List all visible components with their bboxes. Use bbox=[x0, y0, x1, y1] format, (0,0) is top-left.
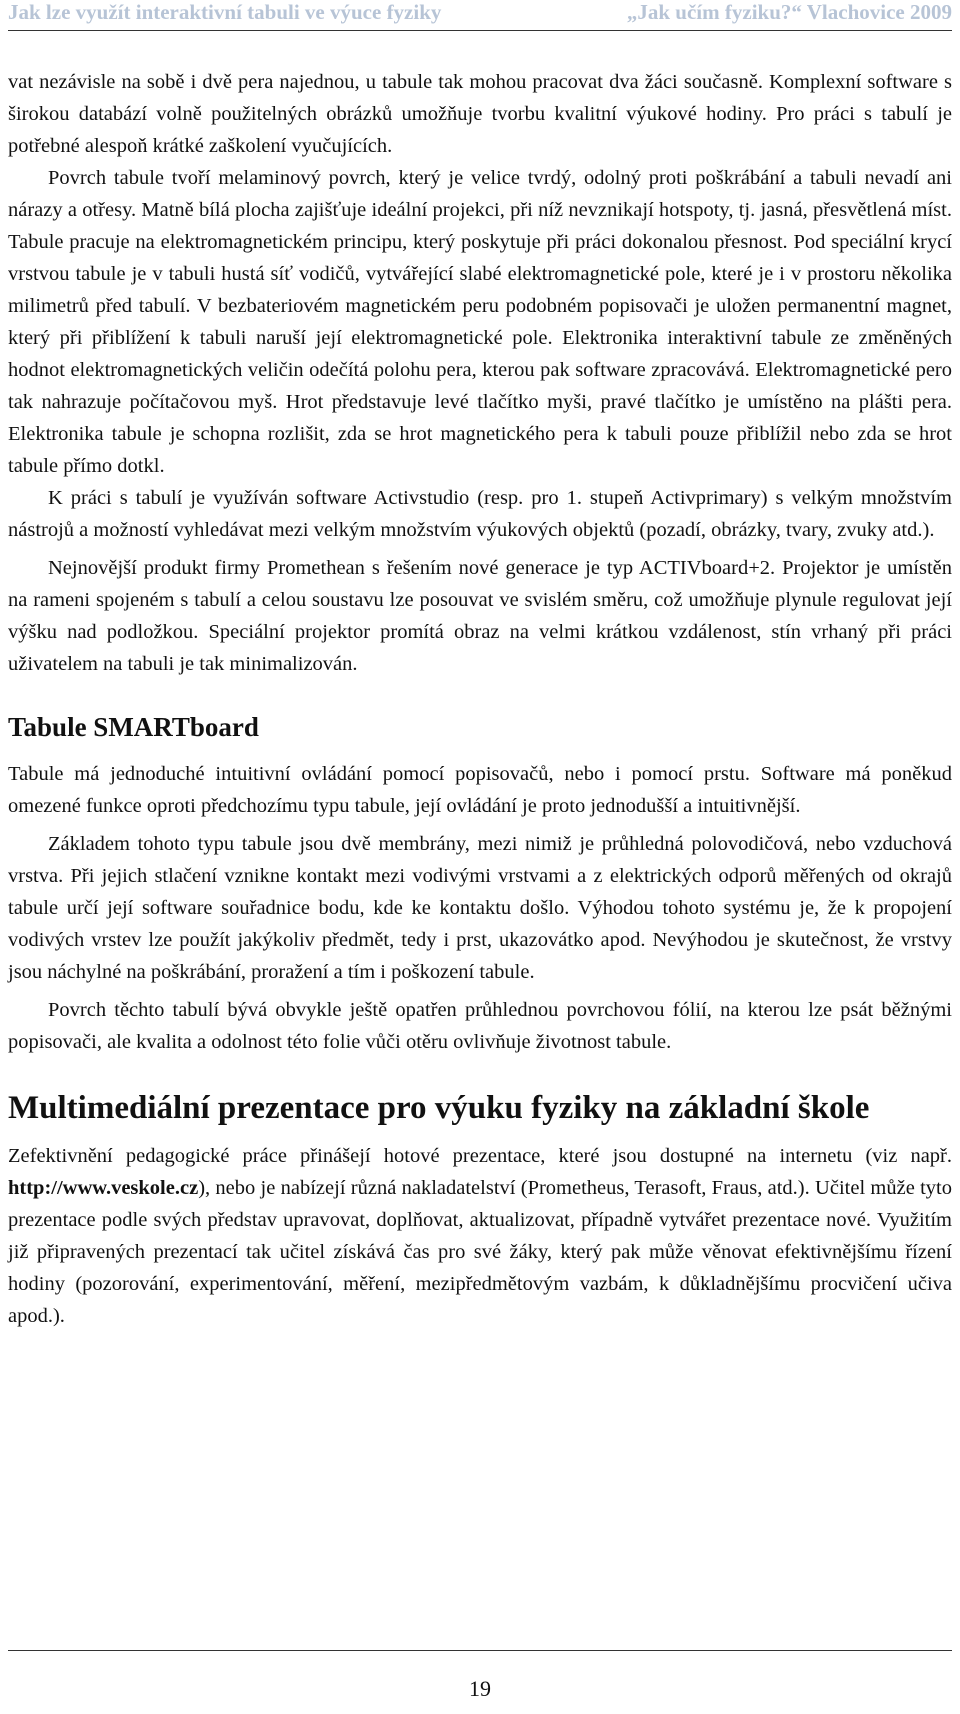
header-left-title: Jak lze využít interaktivní tabuli ve výuce fyziky bbox=[8, 0, 442, 24]
paragraph-smartboard-surface: Povrch těchto tabulí bývá obvykle ještě opatřen průhlednou povrchovou fólií, na kterou lze psát běžnými popisovači, ale kvalita a odolnost této folie vůči otěru ovlivňuje životnost tabule. bbox=[8, 999, 952, 1053]
header-right-title: „Jak učím fyziku?“ Vlachovice 2009 bbox=[626, 0, 952, 24]
paragraph-smartboard-membranes: Základem tohoto typu tabule jsou dvě membrány, mezi nimiž je průhledná polovodičová, nebo vzduchová vrstva. Při jejich stlačení vznikne kontakt mezi vodivými vrstvami a z elektrických odporů měřených od okrajů tabule určí její software souřadnice bodu, kde ke kontaktu došlo. Výhodou tohoto systému je, že k propojení vodivých vrstev lze použít jakýkoliv předmět, tedy i prst, ukazovátko apod. Nevýhodou je skutečnost, že vrstvy jsou náchylné na poškrábání, proražení a tím i poškození tabule. bbox=[8, 833, 952, 983]
header-divider bbox=[8, 30, 952, 31]
page-number: 19 bbox=[469, 1676, 491, 1701]
section-heading-multimedia: Multimediální prezentace pro výuku fyziky na základní škole bbox=[8, 1090, 870, 1126]
paragraph-presentations-text-start: Zefektivnění pedagogické práce přinášejí hotové prezentace, které jsou dostupné na internetu (viz např. bbox=[8, 1145, 952, 1167]
section-heading-smartboard: Tabule SMARTboard bbox=[8, 712, 259, 742]
paragraph-activboard: Nejnovější produkt firmy Promethean s řešením nové generace je typ ACTIVboard+2. Projektor je umístěn na rameni spojeném s tabulí a celou soustavu lze posouvat ve svislém směru, což umožňuje plynule regulovat její výšku nad podložkou. Speciální projektor promítá obraz na velmi krátkou vzdálenost, stín vrhaný při práci uživatelem na tabuli je tak minimalizován. bbox=[8, 557, 952, 675]
veskole-link[interactable]: http://www.veskole.cz bbox=[8, 1177, 199, 1199]
paragraph-presentations-text-end: ), nebo je nabízejí různá nakladatelství (Prometheus, Terasoft, Fraus, atd.). Učitel může tyto prezentace podle svých představ upravovat, doplňovat, aktualizovat, případně vytvářet prezentace nové. Využitím již připravených prezentací tak učitel získává čas pro své žáky, který pak může věnovat efektivnějšímu řízení hodiny (pozorování, experimentování, měření, mezipředmětovým vazbám, k důkladnějšímu procvičení učiva apod.). bbox=[8, 1177, 952, 1327]
paragraph-activstudio: K práci s tabulí je využíván software Activstudio (resp. pro 1. stupeň Activprimary) s velkým množstvím nástrojů a možností vyhledávat mezi velkým množstvím výukových objektů (pozadí, obrázky, tvary, zvuky atd.). bbox=[8, 487, 952, 541]
paragraph-smartboard-intro: Tabule má jednoduché intuitivní ovládání pomocí popisovačů, nebo i pomocí prstu. Software má poněkud omezené funkce oproti předchozímu typu tabule, její ovládání je proto jednodušší a intuitivnější. bbox=[8, 763, 952, 817]
paragraph-presentations bbox=[8, 1140, 952, 1332]
paragraph-continuation: vat nezávisle na sobě i dvě pera najednou, u tabule tak mohou pracovat dva žáci současně. Komplexní software s širokou databází volně použitelných obrázků umožňuje tvorbu kvalitní výukové hodiny. Pro práci s tabulí je potřebné alespoň krátké zaškolení vyučujících. bbox=[8, 71, 952, 157]
paragraph-board-surface: Povrch tabule tvoří melaminový povrch, který je velice tvrdý, odolný proti poškrábání a tabuli nevadí ani nárazy a otřesy. Matně bílá plocha zajišťuje ideální projekci, při níž nevznikají hotspoty, tj. jasná, přesvětlená míst. Tabule pracuje na elektromagnetickém principu, který poskytuje při práci dokonalou přesnost. Pod speciální krycí vrstvou tabule je v tabuli hustá síť vodičů, vytvářející slabé elektromagnetické pole, které je i v prostoru několika milimetrů před tabulí. V bezbateriovém magnetickém peru podobném popisovači je uložen permanentní magnet, který při přiblížení k tabuli naruší její elektromagnetické pole. Elektronika interaktivní tabule ze změněných hodnot elektromagnetických veličin odečítá polohu pera, kterou pak software zpracovává. Elektromagnetické pero tak nahrazuje počítačovou myš. Hrot představuje levé tlačítko myši, pravé tlačítko je umístěno na plášti pera. Elektronika tabule je schopna rozlišit, zda se hrot magnetického pera k tabuli pouze přiblížil nebo zda se hrot tabule přímo dotkl. bbox=[8, 167, 952, 477]
page-body bbox=[8, 66, 952, 1332]
footer-divider bbox=[8, 1650, 952, 1651]
running-header bbox=[8, 0, 952, 30]
